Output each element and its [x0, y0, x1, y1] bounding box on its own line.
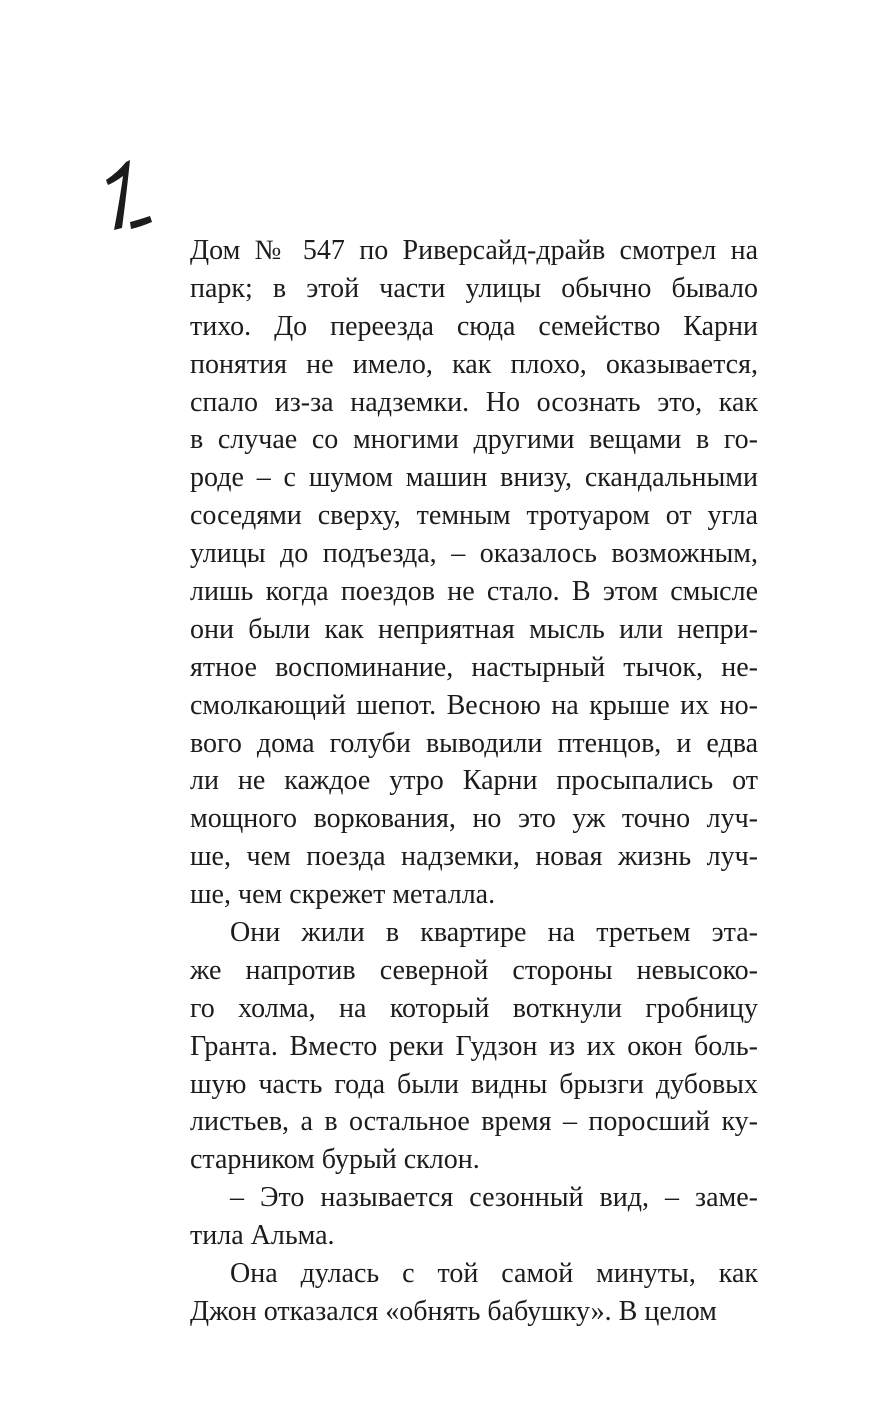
text-line: Она дулась с той самой минуты, как [230, 1258, 758, 1290]
text-line: роде – с шумом машин внизу, скандальными [190, 462, 758, 494]
text-line: в случае со многими другими вещами в го- [190, 424, 758, 456]
text-line: старником бурый склон. [190, 1144, 480, 1176]
text-line: Гранта. Вместо реки Гудзон из их окон боль- [190, 1030, 758, 1062]
text-line: Дом № 547 по Риверсайд-драйв смотрел на [190, 235, 758, 266]
text-line: улицы до подъезда, – оказалось возможным, [190, 538, 758, 570]
text-line: тихо. До переезда сюда семейство Карни [190, 310, 758, 342]
text-line: листьев, а в остальное время – поросший ку- [190, 1106, 758, 1138]
text-line: – Это называется сезонный вид, – заме- [230, 1182, 758, 1214]
paragraph [190, 1179, 758, 1255]
text-line: парк; в этой части улицы обычно бывало [190, 272, 758, 304]
text-line: ше, чем скрежет металла. [190, 879, 496, 911]
text-line: лишь когда поездов не стало. В этом смысле [190, 576, 758, 608]
text-line: тила Альма. [190, 1220, 335, 1252]
text-line: ятное воспоминание, настырный тычок, не- [190, 651, 758, 683]
body-text [190, 232, 758, 1331]
text-line: Джон отказался «обнять бабушку». В целом [190, 1295, 717, 1327]
text-line: спало из-за надземки. Но осознать это, как [190, 386, 758, 418]
text-line: смолкающий шепот. Весною на крыше их но- [190, 689, 758, 721]
paragraph [190, 1255, 758, 1331]
paragraph [190, 232, 758, 914]
text-line: же напротив северной стороны невысоко- [190, 954, 758, 986]
text-line: они были как неприятная мысль или непри- [190, 613, 758, 645]
text-line: мощного воркования, но это уж точно луч- [190, 803, 758, 835]
text-line: шую часть года были видны брызги дубовых [190, 1068, 758, 1100]
text-line: го холма, на который воткнули гробницу [190, 992, 758, 1024]
chapter-number-glyph [100, 150, 160, 240]
chapter-number [100, 150, 160, 240]
text-line: понятия не имело, как плохо, оказывается, [190, 348, 758, 380]
text-line: соседями сверху, темным тротуаром от угла [190, 500, 758, 532]
text-line: вого дома голуби выводили птенцов, и едва [190, 727, 758, 759]
text-line: Они жили в квартире на третьем эта- [230, 917, 758, 949]
text-line: ше, чем поезда надземки, новая жизнь луч- [190, 841, 758, 873]
text-line: ли не каждое утро Карни просыпались от [190, 765, 758, 797]
paragraph [190, 914, 758, 1179]
